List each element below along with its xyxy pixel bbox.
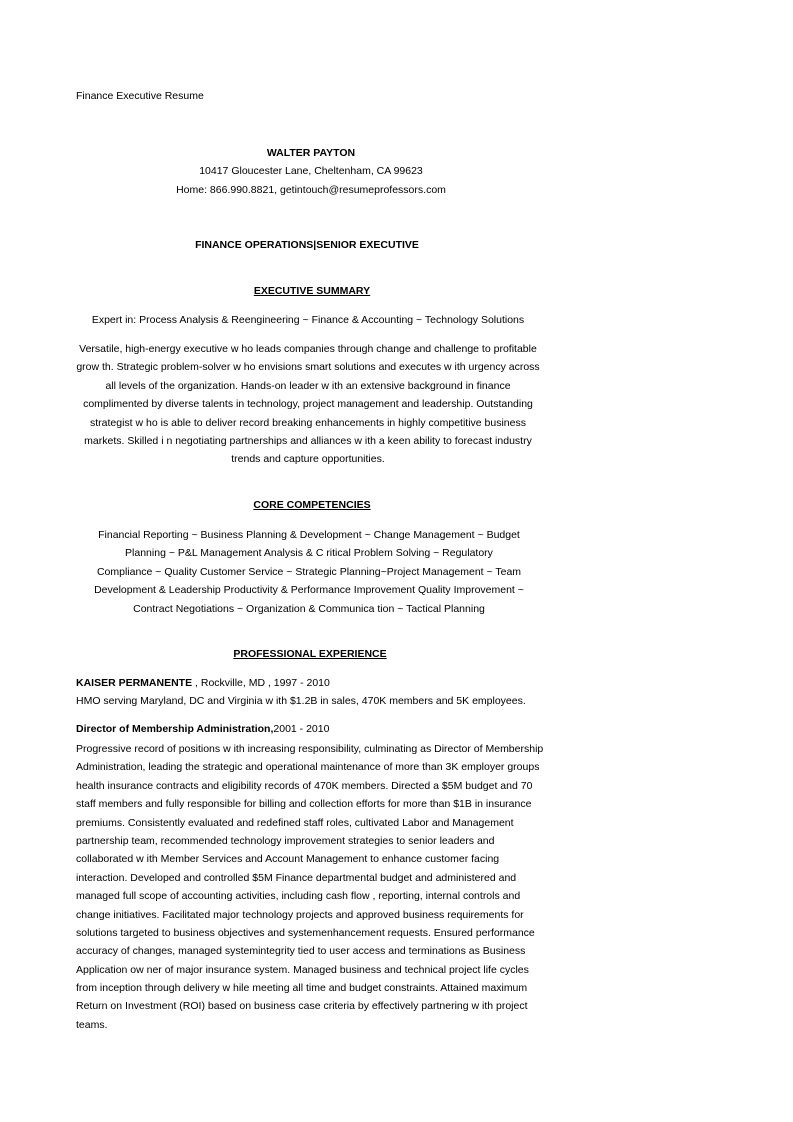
summary-line: Versatile, high-energy executive w ho leads companies through change and challenge to profitable [79,343,537,355]
executive-summary-heading: EXECUTIVE SUMMARY [253,285,371,297]
employer-name: KAISER PERMANENTE [76,677,193,689]
role-line-text: Administration, leading the strategic and operational maintenance of more than 3K employer groups [76,761,540,774]
candidate-contact: Home: 866.990.8821, getintouch@resumeprofessors.com [176,183,446,196]
competencies-line: Contract Negotiations ~ Organization & Communica tion ~ Tactical Planning [133,602,485,615]
role-line-text: partnership team, recommended technology improvement strategies to senior leaders and [76,834,495,847]
role-line-text: health insurance contracts and eligibility records of 470K members. Directed a $5M budget and 70 [76,779,533,792]
role-line-text: solutions targeted to business objectives and systemenhancement requests. Ensured performance [76,926,535,939]
role-dates: 2001 - 2010 [273,723,330,735]
resume-header [100,144,522,199]
document-title: Finance Executive Resume [76,90,204,102]
role-line [76,723,329,735]
summary-line: complimented by diverse talents in technology, project management and leadership. Outstanding [83,398,533,411]
competencies-line: Planning ~ P&L Management Analysis & C ritical Problem Solving ~ Regulatory [125,547,493,560]
expert-in-line: Expert in: Process Analysis & Reengineering ~ Finance & Accounting ~ Technology Solutions [91,314,525,326]
candidate-name: WALTER PAYTON [266,147,356,159]
summary-line: trends and capture opportunities. [231,453,385,466]
role-line-text: staff members and fully responsible for billing and collection efforts for more than $1B in insurance [76,798,532,811]
role-title: Director of Membership Administration, [76,723,274,735]
headline: FINANCE OPERATIONS|SENIOR EXECUTIVE [195,239,419,251]
role-line-text: Return on Investment (ROI) based on business case criteria by effectively partnering w ith project [76,1000,528,1013]
role-line-text: teams. [76,1018,108,1031]
employer-details: , Rockville, MD , 1997 - 2010 [192,677,330,689]
role-line-text: premiums. Consistently evaluated and redefined staff roles, cultivated Labor and Management [76,816,514,829]
role-description [76,740,543,1034]
role-line-text: Progressive record of positions w ith increasing responsibility, culminating as Director of Membership [76,743,544,755]
competencies-line: Development & Leadership Productivity & Performance Improvement Quality Improvement ~ [94,584,524,597]
employer-line [76,677,330,689]
role-line-text: accuracy of changes, managed systemintegrity tied to user access and terminations as Business [76,945,526,958]
competencies-paragraph [60,526,558,618]
role-line-text: Application ow ner of major insurance system. Managed business and technical project life cycles [76,963,529,976]
candidate-address: 10417 Gloucester Lane, Cheltenham, CA 99623 [199,165,423,178]
core-competencies-heading: CORE COMPETENCIES [253,499,371,511]
role-line-text: interaction. Developed and controlled $5M Finance departmental budget and administered and [76,871,517,884]
role-line-text: change initiatives. Facilitated major technology projects and approved business requirements for [76,908,524,921]
professional-experience-heading: PROFESSIONAL EXPERIENCE [233,648,387,660]
employer-description: HMO serving Maryland, DC and Virginia w ith $1.2B in sales, 470K members and 5K employees. [76,695,526,707]
role-line-text: managed full scope of accounting activities, including cash flow , reporting, internal controls and [76,890,521,903]
summary-paragraph [60,340,556,469]
role-line-text: collaborated w ith Member Services and Account Management to enhance customer facing [76,853,500,866]
summary-line: strategist w ho is able to deliver record breaking enhancements in highly competitive business [90,416,526,429]
summary-line: markets. Skilled i n negotiating partnerships and alliances w ith a keen ability to forecast industry [84,434,532,447]
competencies-line: Financial Reporting ~ Business Planning & Development ~ Change Management ~ Budget [98,529,520,541]
summary-line: grow th. Strategic problem-solver w ho envisions smart solutions and executes w ith urgency across [76,361,540,374]
competencies-line: Compliance ~ Quality Customer Service ~ Strategic Planning~Project Management ~ Team [96,565,522,578]
role-line-text: from inception through delivery w hile meeting all time and budget constraints. Attained maximum [76,982,528,995]
summary-line: all levels of the organization. Hands-on leader w ith an extensive background in finance [105,379,511,392]
